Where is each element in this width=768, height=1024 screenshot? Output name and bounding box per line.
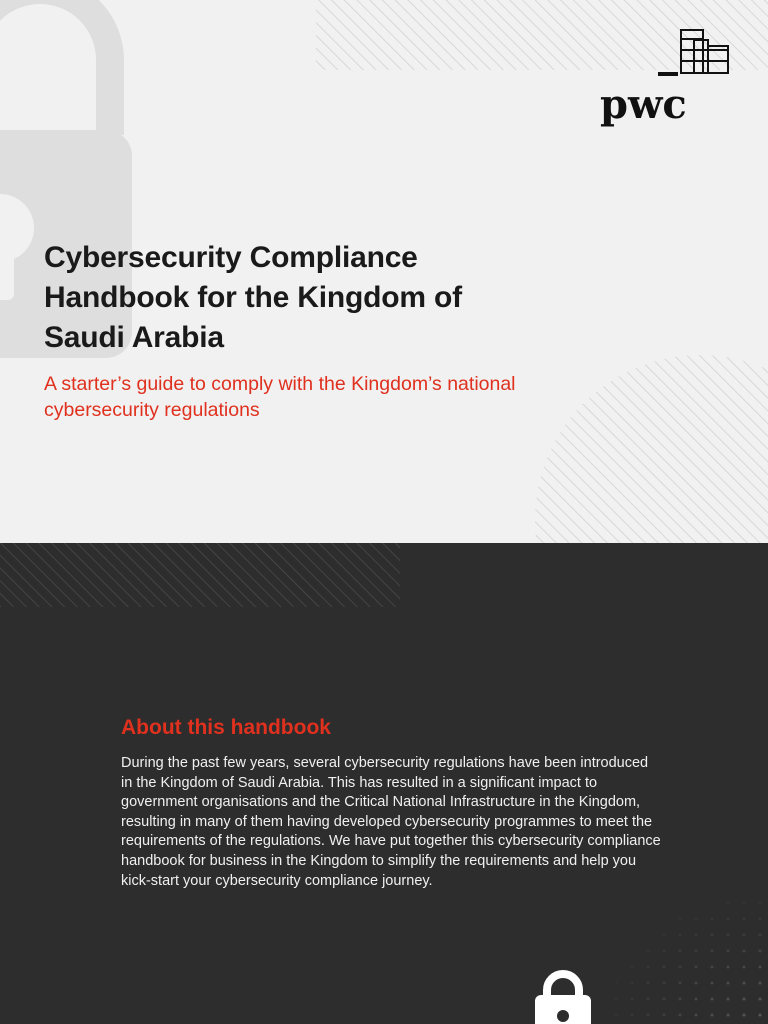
- dot-grid: [590, 883, 768, 1024]
- about-body: During the past few years, several cybersecurity regulations have been introduced in the Kingdom of Saudi Arabia. This has resulted in a significant impact to government organisations and the Critical National Infrastructure in the Kingdom, resulting in many of them having developed cybersecurity programmes to meet the requirements of the regulations. We have put together this cybersecurity compliance handbook for business in the Kingdom to simplify the requirements and help you kick-start your cybersecurity compliance journey.: [121, 755, 661, 889]
- brand-name: pwc: [600, 81, 687, 128]
- about-heading: About this handbook: [121, 716, 331, 739]
- hatch-circle: [530, 355, 768, 543]
- pwc-logo: [600, 26, 732, 130]
- padlock-icon: [535, 974, 591, 1024]
- about-panel: [0, 543, 768, 1024]
- document-subtitle: A starter’s guide to comply with the Kingdom’s national cybersecurity regulations: [44, 373, 516, 421]
- document-title: Cybersecurity Compliance Handbook for the Kingdom of Saudi Arabia: [44, 241, 462, 354]
- hatch-band-bottom: [0, 543, 400, 607]
